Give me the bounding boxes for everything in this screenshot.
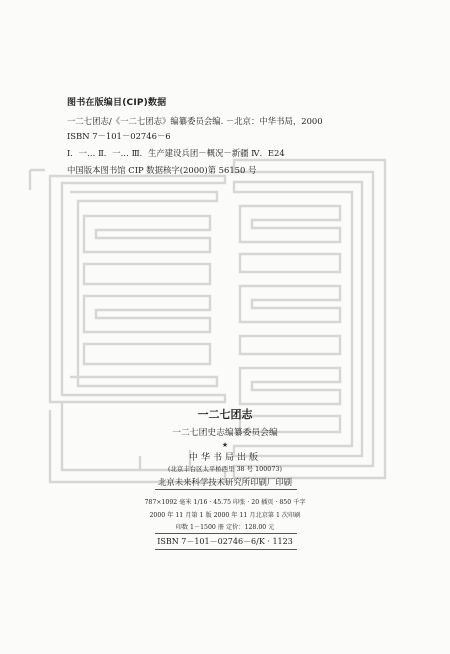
divider-rule bbox=[155, 533, 297, 534]
printer-name: 北京未来科学技术研究所印刷厂印刷 bbox=[158, 477, 292, 487]
edition-info: 2000 年 11 月第 1 版 2000 年 11 月北京第 1 次印刷 bbox=[149, 512, 301, 519]
book-title: 一二七团志 bbox=[197, 408, 253, 421]
print-run-price: 印数 1－1500 册 定价：128.00 元 bbox=[175, 524, 275, 531]
cip-heading: 图书在版编目(CIP)数据 bbox=[67, 98, 167, 108]
book-author: 一二七团史志编纂委员会编 bbox=[172, 428, 278, 438]
publisher-name: 中华书局出版 bbox=[188, 453, 261, 463]
format-specification: 787×1092 毫米 1/16 · 45.75 印张 · 20 插页 · 850 千字 bbox=[144, 499, 306, 506]
cip-subject-headings: Ⅰ．一… Ⅱ．一… Ⅲ．生产建设兵团－概况－新疆 Ⅳ．E24 bbox=[67, 148, 285, 158]
divider-rule bbox=[155, 489, 297, 490]
divider-rule bbox=[155, 549, 297, 550]
cip-record-number: 中国版本图书馆 CIP 数据核字(2000)第 56150 号 bbox=[67, 165, 257, 175]
cip-isbn: ISBN 7－101－02746－6 bbox=[67, 131, 171, 141]
cip-catalog-entry: 一二七团志/《一二七团志》编纂委员会编. －北京：中华书局，2000 bbox=[67, 116, 323, 126]
publisher-address: (北京丰台区太平桥西里 38 号 100073) bbox=[168, 465, 282, 473]
colophon-isbn: ISBN 7－101－02746－6/K · 1123 bbox=[157, 537, 293, 546]
separator-star: ★ bbox=[221, 441, 229, 449]
